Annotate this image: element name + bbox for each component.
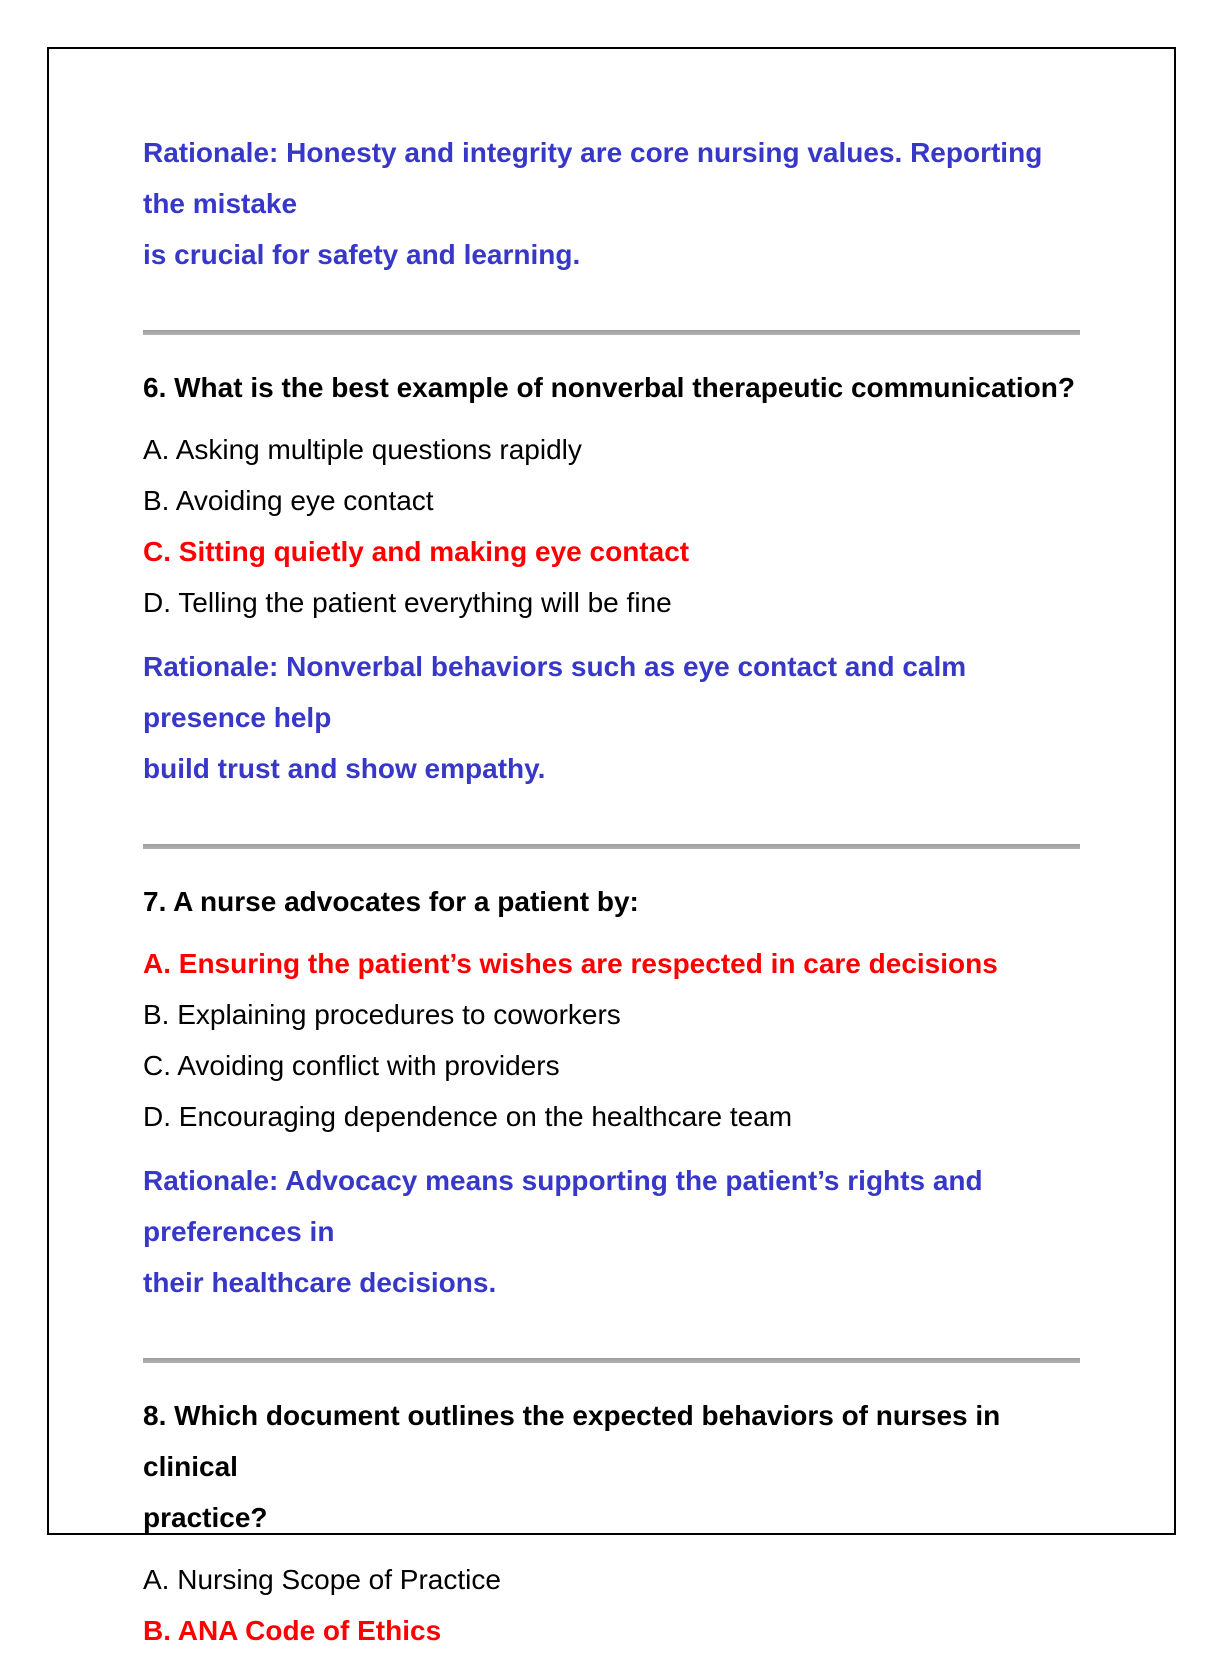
question-6-option-c-correct-answer: C. Sitting quietly and making eye contact	[143, 536, 690, 567]
question-line: practice?	[143, 1502, 268, 1533]
question-7-option-a-correct-answer: A. Ensuring the patient’s wishes are respected in care decisions	[143, 948, 998, 979]
rationale-line: Rationale: Advocacy means supporting the patient’s rights and preferences in	[143, 1165, 983, 1247]
rationale-question-7	[143, 1155, 1080, 1308]
section-divider	[143, 1358, 1080, 1363]
question-6-option-d: D. Telling the patient everything will be fine	[143, 587, 672, 618]
question-7-option-c: C. Avoiding conflict with providers	[143, 1050, 560, 1081]
question-8-option-b-correct-answer: B. ANA Code of Ethics	[143, 1615, 442, 1646]
rationale-line: Rationale: Honesty and integrity are core nursing values. Reporting the mistake	[143, 137, 1043, 219]
question-6-option-a: A. Asking multiple questions rapidly	[143, 434, 582, 465]
question-7-option-d: D. Encouraging dependence on the healthcare team	[143, 1101, 793, 1132]
question-7-text: 7. A nurse advocates for a patient by:	[143, 886, 639, 917]
document-page	[47, 47, 1176, 1646]
section-divider	[143, 844, 1080, 849]
question-6-option-b: B. Avoiding eye contact	[143, 485, 434, 516]
question-8-text	[143, 1390, 1080, 1543]
rationale-question-5	[143, 127, 1080, 280]
question-line: 8. Which document outlines the expected behaviors of nurses in clinical	[143, 1400, 1001, 1482]
question-6-text: 6. What is the best example of nonverbal therapeutic communication?	[143, 372, 1075, 403]
rationale-line: is crucial for safety and learning.	[143, 239, 581, 270]
section-divider	[143, 330, 1080, 335]
rationale-line: build trust and show empathy.	[143, 753, 546, 784]
rationale-line: their healthcare decisions.	[143, 1267, 497, 1298]
rationale-line: Rationale: Nonverbal behaviors such as eye contact and calm presence help	[143, 651, 967, 733]
question-7-option-b: B. Explaining procedures to coworkers	[143, 999, 621, 1030]
rationale-question-6	[143, 641, 1080, 794]
question-8-option-a: A. Nursing Scope of Practice	[143, 1564, 501, 1595]
